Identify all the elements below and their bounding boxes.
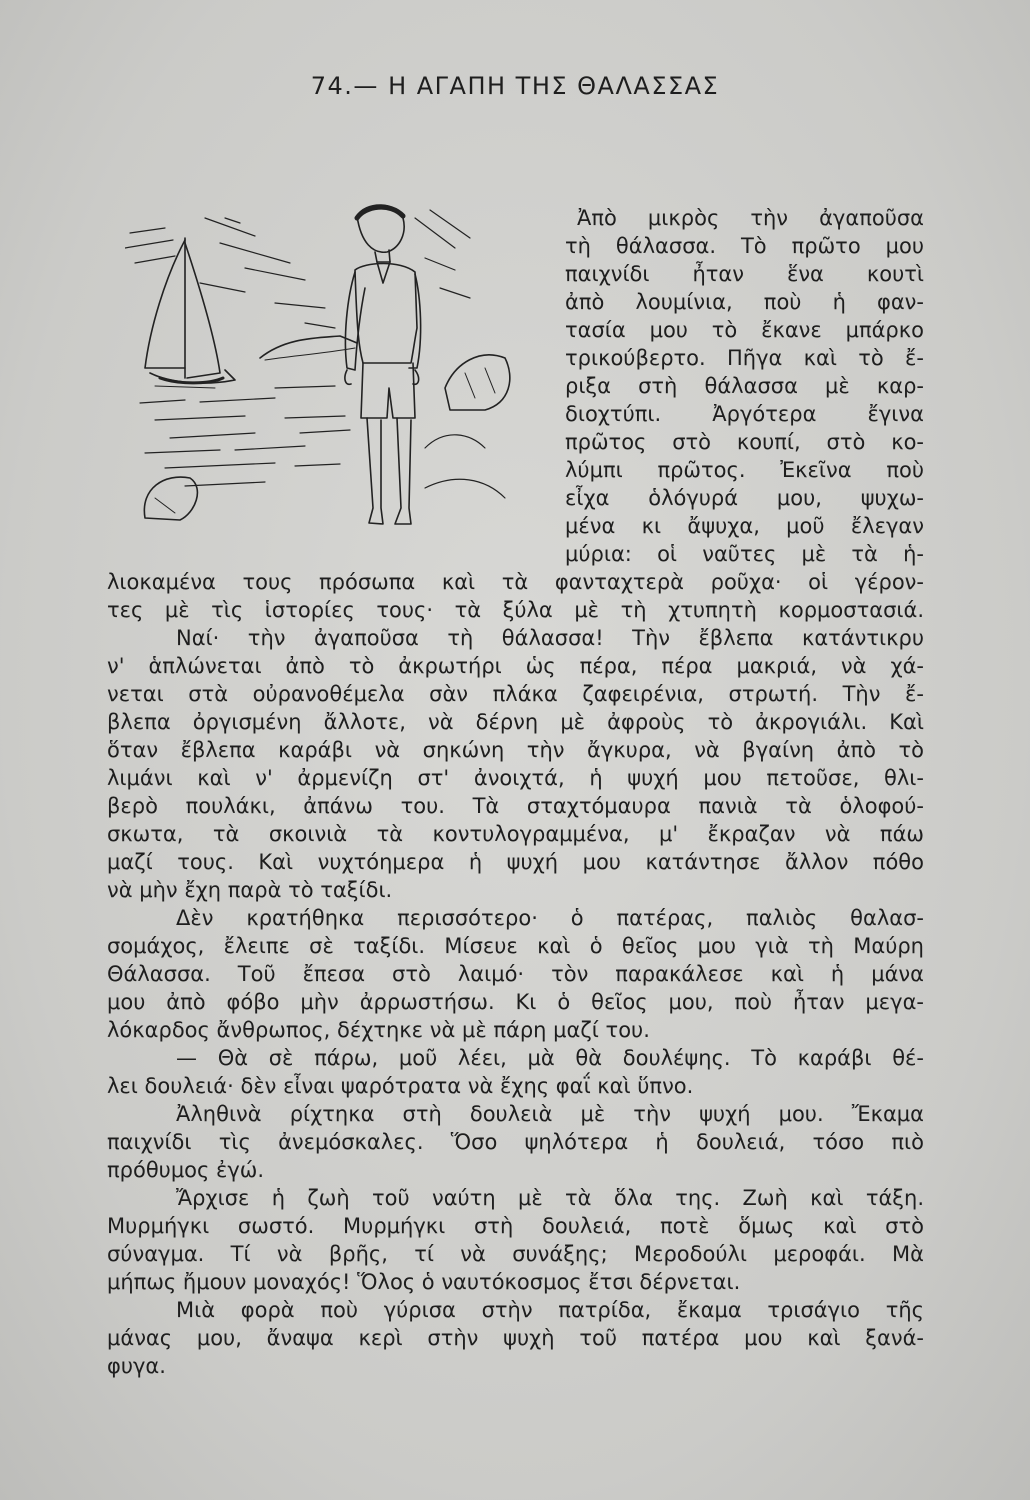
text-line: μαζί τους. Καὶ νυχτόημερα ἡ ψυχή μου κατάντησε ἄλλον πόθο [107, 850, 924, 874]
text-line: Θάλασσα. Τοῦ ἔπεσα στὸ λαιμό· τὸν παρακάλεσε καὶ ἡ μάνα [107, 962, 924, 986]
text-line: — Θὰ σὲ πάρω, μοῦ λέει, μὰ θὰ δουλέψης. Τὸ καράβι θέ- [176, 1046, 924, 1070]
text-line: ἀπὸ λουμίνια, ποὺ ἡ φαν- [565, 290, 924, 314]
text-line: λιμάνι καὶ ν' ἀρμενίζη στ' ἀνοιχτά, ἡ ψυχή μου πετοῦσε, θλι- [107, 766, 924, 790]
text-line: Μιὰ φορὰ ποὺ γύρισα στὴν πατρίδα, ἔκαμα τρισάγιο τῆς [176, 1298, 924, 1322]
text-line: τασία μου τὸ ἔκανε μπάρκο [565, 318, 924, 342]
text-line: νὰ μὴν ἔχη παρὰ τὸ ταξίδι. [107, 878, 393, 902]
boy-figure [345, 205, 421, 524]
text-line: φυγα. [107, 1354, 166, 1378]
text-line: Μυρμήγκι σωστό. Μυρμήγκι στὴ δουλειά, ποτὲ ὅμως καὶ στὸ [107, 1214, 924, 1238]
text-line: λόκαρδος ἄνθρωπος, δέχτηκε νὰ μὲ πάρη μαζί του. [107, 1018, 650, 1042]
text-line: τὴ θάλασσα. Τὸ πρῶτο μου [565, 234, 924, 258]
text-line: λύμπι πρῶτος. Ἐκεῖνα ποὺ [565, 458, 924, 482]
text-line: πρόθυμος ἐγώ. [107, 1158, 265, 1182]
text-line: Ἀπὸ μικρὸς τὴν ἀγαποῦσα [577, 206, 924, 230]
text-line: βερὸ πουλάκι, ἀπάνω του. Τὰ σταχτόμαυρα πανιὰ τὰ ὁλοφού- [107, 794, 924, 818]
text-line: Δὲν κρατήθηκα περισσότερο· ὁ πατέρας, παλιὸς θαλασ- [176, 906, 924, 930]
text-line: πρῶτος στὸ κουπί, στὸ κο- [565, 430, 924, 454]
text-line: μάνας μου, ἄναψα κερὶ στὴν ψυχὴ τοῦ πατέρα μου καὶ ξανά- [107, 1326, 924, 1350]
text-line: σομάχος, ἔλειπε σὲ ταξίδι. Μίσευε καὶ ὁ θεῖος μου γιὰ τὴ Μαύρη [107, 934, 924, 958]
boy-by-the-sea-illustration [125, 188, 550, 553]
text-line: Ἀληθινὰ ρίχτηκα στὴ δουλειὰ μὲ τὴν ψυχή μου. Ἔκαμα [176, 1102, 924, 1126]
sky-hatching [125, 210, 470, 328]
rocks [144, 355, 509, 520]
water-lines [140, 386, 350, 486]
text-line: ριξα στὴ θάλασσα μὲ καρ- [565, 374, 924, 398]
text-line: παιχνίδι ἦταν ἕνα κουτὶ [565, 262, 924, 286]
text-line: νεται στὰ οὐρανοθέμελα σὰν πλάκα ζαφειρένια, στρωτή. Τὴν ἔ- [107, 682, 924, 706]
text-line: παιχνίδι τὶς ἀνεμόσκαλες. Ὅσο ψηλότερα ἡ δουλειά, τόσο πιὸ [107, 1130, 924, 1154]
text-line: λει δουλειά· δὲν εἶναι ψαρότρατα νὰ ἔχης φαΐ καὶ ὕπνο. [107, 1074, 694, 1098]
text-line: σκωτα, τὰ σκοινιὰ τὰ κοντυλογραμμένα, μ' ἔκραζαν νὰ πάω [107, 822, 924, 846]
text-line: ν' ἁπλώνεται ἀπὸ τὸ ἀκρωτήρι ὡς πέρα, πέρα μακριά, νὰ χά- [107, 654, 924, 678]
text-line: μου ἀπὸ φόβο μὴν ἀρρωστήσω. Κι ὁ θεῖος μου, ποὺ ἦταν μεγα- [107, 990, 924, 1014]
text-line: τες μὲ τὶς ἱστορίες τους· τὰ ξύλα μὲ τὴ χτυπητὴ κορμοστασιά. [107, 598, 924, 622]
text-line: διοχτύπι. Ἀργότερα ἔγινα [565, 402, 924, 426]
text-line: τρικούβερτο. Πῆγα καὶ τὸ ἔ- [565, 346, 924, 370]
text-line: μύρια: οἱ ναῦτες μὲ τὰ ἡ- [565, 542, 924, 566]
sailboat [145, 238, 235, 388]
text-line: μήπως ἤμουν μοναχός! Ὅλος ὁ ναυτόκοσμος ἔτσι δέρνεται. [107, 1270, 741, 1294]
text-line: εἶχα ὁλόγυρά μου, ψυχω- [565, 486, 924, 510]
text-line: βλεπα ὀργισμένη ἄλλοτε, νὰ δέρνη μὲ ἀφροὺς τὸ ἀκρογιάλι. Καὶ [107, 710, 924, 734]
text-line: λιοκαμένα τους πρόσωπα καὶ τὰ φανταχτερὰ ροῦχα· οἱ γέρον- [107, 570, 924, 594]
text-line: Ἄρχισε ἡ ζωὴ τοῦ ναύτη μὲ τὰ ὅλα της. Ζωὴ καὶ τάξη. [176, 1186, 924, 1210]
text-line: Ναί· τὴν ἀγαποῦσα τὴ θάλασσα! Τὴν ἔβλεπα κατάντικρυ [176, 626, 924, 650]
text-line: σύναγμα. Τί νὰ βρῆς, τί νὰ συνάξης; Μεροδούλι μεροφάι. Μὰ [107, 1242, 924, 1266]
text-line: μένα κι ἄψυχα, μοῦ ἔλεγαν [565, 514, 924, 538]
text-line: ὅταν ἔβλεπα καράβι νὰ σηκώνη τὴν ἄγκυρα, νὰ βγαίνη ἀπὸ τὸ [107, 738, 924, 762]
page-title: 74.— Η ΑΓΑΠΗ ΤΗΣ ΘΑΛΑΣΣΑΣ [310, 72, 720, 100]
